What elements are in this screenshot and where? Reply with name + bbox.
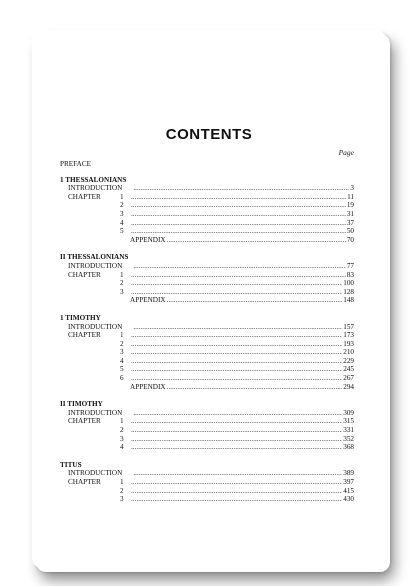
chapter-number: 2 bbox=[120, 279, 124, 288]
chapter-number: 2 bbox=[120, 201, 124, 210]
entry-label: CHAPTER bbox=[68, 417, 101, 426]
dot-leader bbox=[131, 487, 342, 496]
chapter-number: 5 bbox=[120, 227, 124, 236]
chapter-number: 2 bbox=[120, 339, 124, 348]
chapter-number: 3 bbox=[120, 209, 124, 218]
page-number: 100 bbox=[343, 279, 354, 288]
page-number: 31 bbox=[346, 209, 354, 218]
contents-page bbox=[32, 30, 386, 568]
page-number: 352 bbox=[343, 434, 354, 443]
page-number: 77 bbox=[346, 261, 354, 270]
dot-leader bbox=[133, 184, 349, 193]
chapter-entry bbox=[60, 478, 354, 487]
dot-leader bbox=[131, 495, 342, 504]
page-number: 229 bbox=[343, 356, 354, 365]
entry-label: INTRODUCTION bbox=[68, 184, 123, 193]
dot-leader bbox=[131, 279, 342, 288]
page-number: 210 bbox=[343, 348, 354, 357]
section-title: 1 THESSALONIANS bbox=[60, 175, 127, 184]
entry-label: INTRODUCTION bbox=[68, 469, 123, 478]
chapter-number: 2 bbox=[120, 426, 124, 435]
chapter-entry bbox=[60, 288, 354, 297]
appendix-entry bbox=[60, 296, 354, 305]
page-number: 245 bbox=[343, 365, 354, 374]
entry-label: INTRODUCTION bbox=[68, 408, 123, 417]
page-number: 315 bbox=[343, 417, 354, 426]
chapter-entry bbox=[60, 348, 354, 357]
page-title: CONTENTS bbox=[165, 126, 253, 143]
chapter-number: 3 bbox=[120, 495, 124, 504]
appendix-label: APPENDIX bbox=[130, 296, 166, 305]
dot-leader bbox=[131, 417, 342, 426]
introduction-entry bbox=[60, 409, 354, 418]
page-number: 11 bbox=[347, 192, 354, 201]
dot-leader bbox=[131, 374, 342, 383]
appendix-label: APPENDIX bbox=[130, 382, 166, 391]
introduction-entry bbox=[60, 469, 354, 478]
chapter-entry bbox=[60, 279, 354, 288]
entry-label: CHAPTER bbox=[68, 270, 101, 279]
section-title: 1 TIMOTHY bbox=[60, 313, 101, 322]
section-title: TITUS bbox=[60, 460, 82, 469]
chapter-entry bbox=[60, 495, 354, 504]
chapter-entry bbox=[60, 487, 354, 496]
introduction-entry bbox=[60, 262, 354, 271]
chapter-entry bbox=[60, 365, 354, 374]
appendix-entry bbox=[60, 236, 354, 245]
page-number: 173 bbox=[343, 331, 354, 340]
chapter-number: 3 bbox=[120, 287, 124, 296]
dot-leader bbox=[131, 210, 346, 219]
dot-leader bbox=[131, 227, 346, 236]
page-number: 389 bbox=[343, 469, 354, 478]
toc-section bbox=[60, 176, 354, 245]
toc-section bbox=[60, 314, 354, 391]
dot-leader bbox=[131, 478, 342, 487]
page-number: 148 bbox=[343, 296, 354, 305]
chapter-number: 4 bbox=[120, 443, 124, 452]
dot-leader bbox=[133, 323, 342, 332]
entry-label: CHAPTER bbox=[68, 331, 101, 340]
chapter-entry bbox=[60, 443, 354, 452]
toc-section bbox=[60, 400, 354, 452]
chapter-number: 3 bbox=[120, 348, 124, 357]
introduction-entry bbox=[60, 323, 354, 332]
page-number: 193 bbox=[343, 339, 354, 348]
chapter-entry bbox=[60, 271, 354, 280]
chapter-entry bbox=[60, 417, 354, 426]
entry-label: INTRODUCTION bbox=[68, 261, 123, 270]
page-number: 19 bbox=[346, 201, 354, 210]
dot-leader bbox=[131, 426, 342, 435]
page-number: 3 bbox=[350, 184, 354, 193]
chapter-number: 4 bbox=[120, 356, 124, 365]
dot-leader bbox=[131, 435, 342, 444]
toc-section bbox=[60, 253, 354, 305]
dot-leader bbox=[131, 288, 342, 297]
dot-leader bbox=[131, 219, 346, 228]
chapter-number: 2 bbox=[120, 486, 124, 495]
dot-leader bbox=[131, 443, 342, 452]
dot-leader bbox=[131, 340, 342, 349]
page-column-label: Page bbox=[338, 148, 354, 157]
chapter-number: 4 bbox=[120, 218, 124, 227]
chapter-number: 1 bbox=[120, 270, 124, 279]
page-number: 267 bbox=[343, 374, 354, 383]
page-number: 83 bbox=[346, 270, 354, 279]
chapter-entry bbox=[60, 426, 354, 435]
page-number: 430 bbox=[343, 495, 354, 504]
dot-leader bbox=[131, 271, 346, 280]
appendix-entry bbox=[60, 383, 354, 392]
chapter-number: 5 bbox=[120, 365, 124, 374]
page-number: 50 bbox=[346, 227, 354, 236]
chapter-entry bbox=[60, 227, 354, 236]
dot-leader bbox=[167, 236, 346, 245]
appendix-label: APPENDIX bbox=[130, 235, 166, 244]
entry-label: CHAPTER bbox=[68, 192, 101, 201]
page-number: 157 bbox=[343, 322, 354, 331]
chapter-entry bbox=[60, 357, 354, 366]
table-of-contents bbox=[60, 160, 354, 513]
chapter-number: 1 bbox=[120, 478, 124, 486]
introduction-entry bbox=[60, 184, 354, 193]
chapter-entry bbox=[60, 219, 354, 228]
chapter-entry bbox=[60, 210, 354, 219]
preface-entry: PREFACE bbox=[60, 160, 92, 168]
chapter-entry bbox=[60, 193, 354, 202]
dot-leader bbox=[133, 469, 342, 478]
chapter-number: 3 bbox=[120, 434, 124, 443]
dot-leader bbox=[167, 383, 343, 392]
chapter-entry bbox=[60, 435, 354, 444]
page-number: 368 bbox=[343, 443, 354, 452]
dot-leader bbox=[133, 409, 342, 418]
page-number: 309 bbox=[343, 408, 354, 417]
chapter-number: 1 bbox=[120, 331, 124, 340]
page-number: 397 bbox=[343, 478, 354, 486]
dot-leader bbox=[133, 262, 346, 271]
entry-label: INTRODUCTION bbox=[68, 322, 123, 331]
section-title: II THESSALONIANS bbox=[60, 253, 129, 262]
page-number: 294 bbox=[343, 382, 354, 391]
dot-leader bbox=[131, 201, 346, 210]
chapter-number: 1 bbox=[120, 417, 124, 426]
section-title: II TIMOTHY bbox=[60, 400, 103, 409]
chapter-entry bbox=[60, 340, 354, 349]
dot-leader bbox=[131, 357, 342, 366]
page-number: 37 bbox=[346, 218, 354, 227]
chapter-entry bbox=[60, 331, 354, 340]
entry-label: CHAPTER bbox=[68, 478, 101, 486]
page-number: 70 bbox=[346, 235, 354, 244]
page-number: 128 bbox=[343, 287, 354, 296]
page-number: 415 bbox=[343, 486, 354, 495]
dot-leader bbox=[167, 296, 343, 305]
dot-leader bbox=[131, 348, 342, 357]
chapter-entry bbox=[60, 201, 354, 210]
dot-leader bbox=[131, 365, 342, 374]
chapter-number: 6 bbox=[120, 374, 124, 383]
chapter-entry bbox=[60, 374, 354, 383]
dot-leader bbox=[131, 193, 346, 202]
dot-leader bbox=[131, 331, 342, 340]
chapter-number: 1 bbox=[120, 192, 124, 201]
page-number: 331 bbox=[343, 426, 354, 435]
toc-section bbox=[60, 461, 354, 504]
